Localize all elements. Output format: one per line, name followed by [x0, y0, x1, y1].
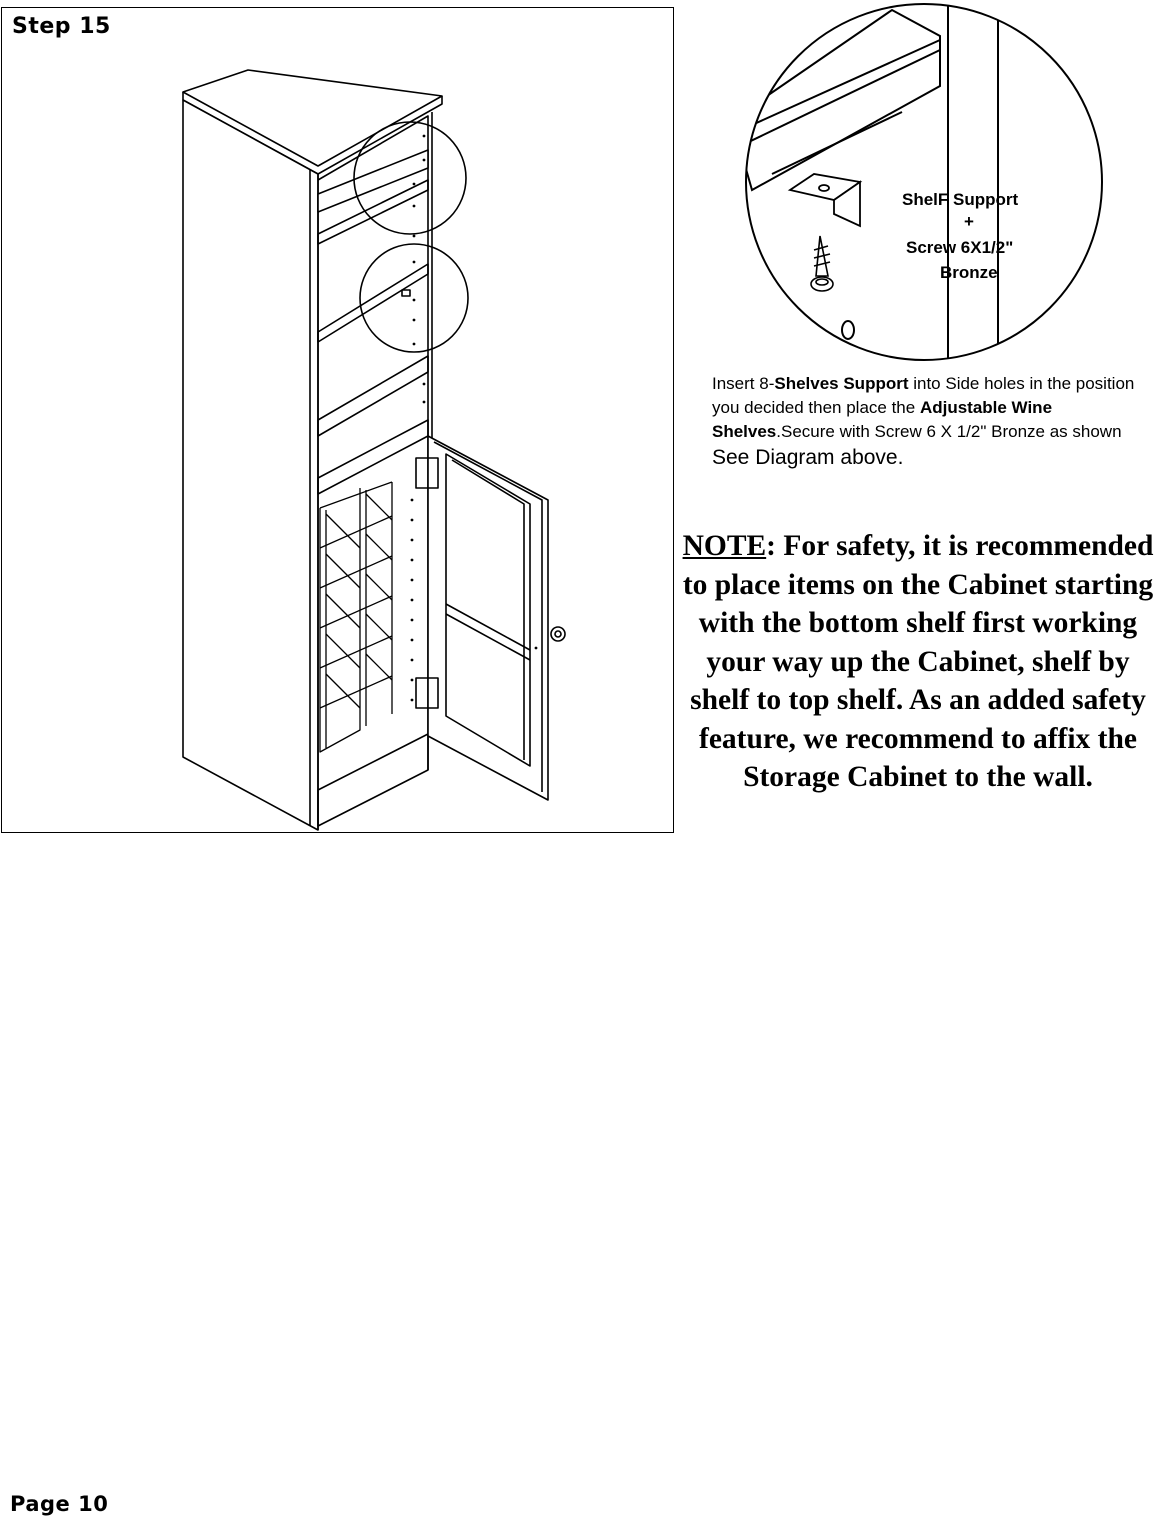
- detail-label-line2: +: [964, 212, 974, 231]
- detail-label-line3: Screw 6X1/2": [906, 238, 1014, 257]
- instr-prefix: Insert 8-: [712, 374, 775, 393]
- instr-adjustable-wine-shelves: Adjustable Wine Shelves: [712, 398, 1053, 441]
- note-text: : For safety, it is recommended to place items on the Cabinet starting with the bottom shelf first working your way up the Cabinet, shelf by shelf to top shelf. As an added safety feature, we recommend to affix the Storage Cabinet to the wall.: [682, 530, 1154, 793]
- see-diagram-text: See Diagram above.: [712, 446, 904, 469]
- instr-suffix: .Secure with Screw 6 X 1/2" Bronze as shown: [776, 422, 1122, 441]
- cabinet-illustration: [0, 0, 676, 836]
- shelf-support-bracket: [790, 174, 860, 226]
- door-knob: [551, 627, 565, 641]
- note-label: NOTE: [682, 530, 767, 562]
- cabinet-bottom: [318, 734, 428, 826]
- bronze-screw-icon: [811, 236, 833, 291]
- shelf-middle: [318, 356, 428, 436]
- step-title: Step 15: [12, 14, 111, 39]
- shelf-support-detail-diagram: [742, 0, 1108, 366]
- peg-hole: [842, 321, 854, 339]
- shelf-lower: [318, 420, 428, 494]
- detail-callout-circle-2: [360, 244, 468, 352]
- detail-label-line1: ShelF Support: [902, 190, 1019, 209]
- instructions-text: [712, 372, 1156, 472]
- safety-note: [676, 527, 1158, 797]
- page-number: Page 10: [10, 1492, 109, 1516]
- detail-label-line4: Bronze: [940, 263, 998, 282]
- cabinet-left-side: [183, 100, 318, 830]
- shelf-adjustable-2: [318, 264, 428, 342]
- instr-middle: into Side holes in the position you decided then place the: [712, 374, 1135, 417]
- wine-rack: [320, 482, 392, 752]
- instr-shelves-support: Shelves Support: [774, 374, 909, 393]
- shelf-top: [318, 150, 428, 212]
